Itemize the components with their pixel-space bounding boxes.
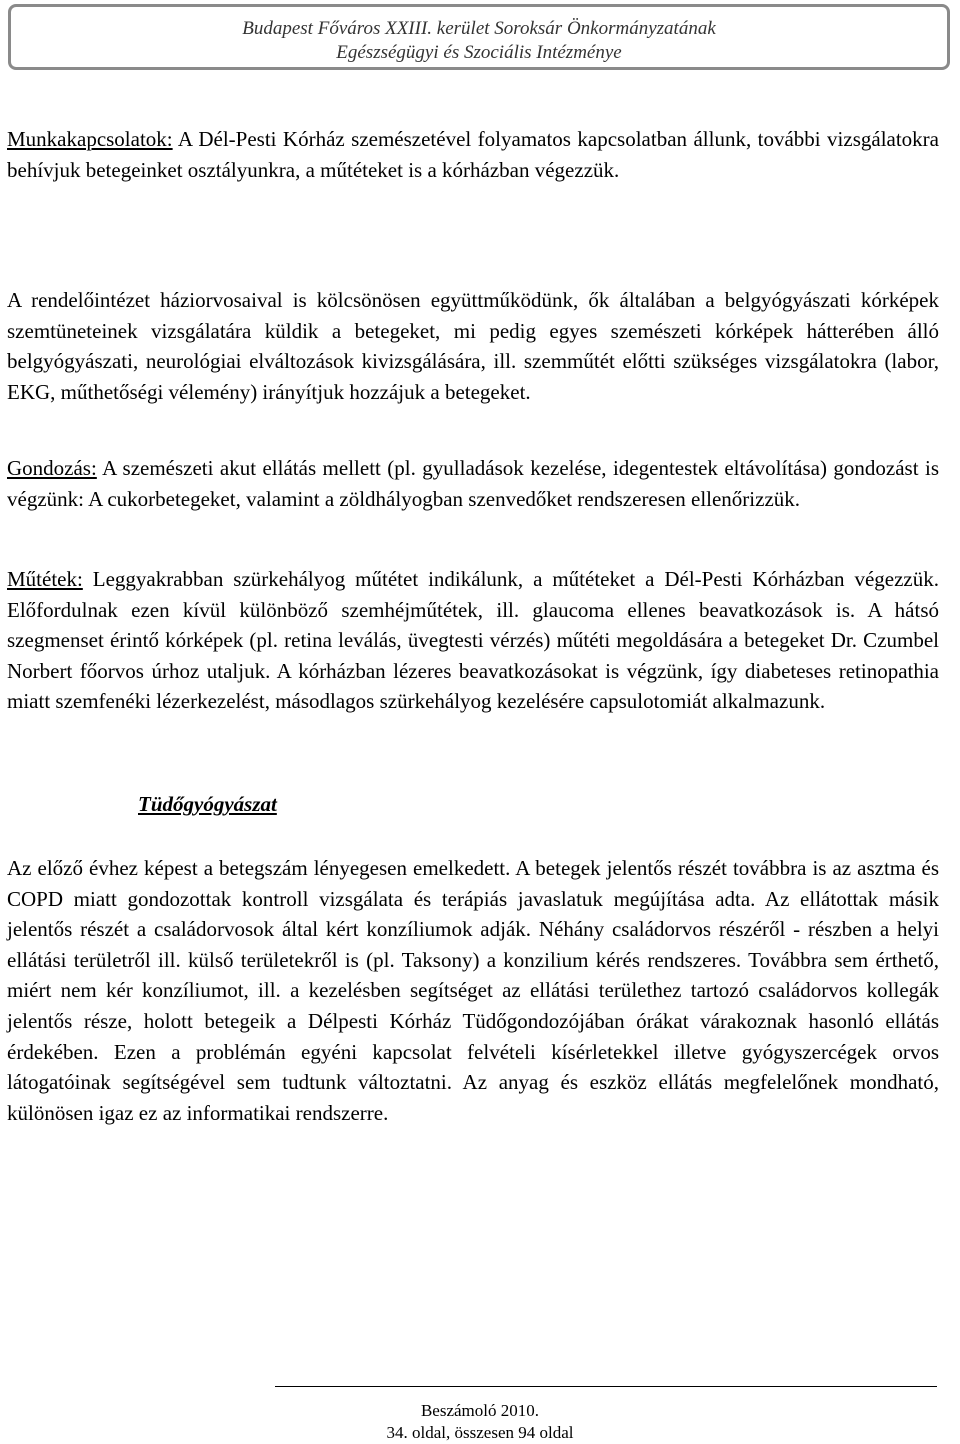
paragraph-mutetek bbox=[7, 564, 939, 717]
text-rendelointezet: A rendelőintézet háziorvosaival is kölcsönösen együttműködünk, ők általában a belgyógyászati kórképek szemtüneteinek vizsgálatára küldik a betegeket, mi pedig egyes szemészeti kórképek hátterében álló belgyógyászati, neurológiai elváltozások kivizsgálására, ill. szemműtét előtti szükséges vizsgálatokra (labor, EKG, műthetőségi vélemény) irányítjuk hozzájuk a betegeket. bbox=[7, 288, 939, 404]
paragraph-munkakapcsolatok bbox=[7, 124, 939, 185]
paragraph-tudogyogyaszat bbox=[7, 853, 939, 1128]
text-munkakapcsolatok: A Dél-Pesti Kórház szemészetével folyamatos kapcsolatban állunk, további vizsgálatokra behívjuk betegeinket osztályunkra, a műtéteket is a kórházban végezzük. bbox=[7, 127, 939, 182]
header-institution-line1: Budapest Főváros XXIII. kerület Soroksár Önkormányzatának bbox=[242, 18, 716, 39]
paragraph-rendelointezet bbox=[7, 285, 939, 407]
label-mutetek: Műtétek: bbox=[7, 567, 83, 591]
document-header bbox=[8, 4, 950, 70]
section-title-tudogyogyaszat: Tüdőgyógyászat bbox=[138, 792, 277, 816]
paragraph-gondozas bbox=[7, 453, 939, 514]
text-tudogyogyaszat: Az előző évhez képest a betegszám lényegesen emelkedett. A betegek jelentős részét továbbra is az asztma és COPD miatt gondozottak kontroll vizsgálata és terápiás javaslatuk megújítása adta. Az ellátottak másik jelentős részét a családorvosok által kért konzíliumok adják. Néhány családorvos részéről - részben a helyi ellátási területről ill. külső területekről is (pl. Taksony) a konzilium kérés rendszeres. Továbbra sem érthető, miért nem kér konzíliumot, ill. a kezelésben segítséget az ellátási területhez tartozó családorvos kollegák jelentős része, holott betegeik a Délpesti Kórház Tüdőgondozójában órákat várakoznak hasonló ellátás érdekében. Ezen a problémán egyéni kapcsolat felvételi kísérletekkel illetve gyógyszercégek orvos látogatóinak segítségével sem tudtunk változtatni. Az anyag és eszköz ellátás megfelelőnek mondható, különösen igaz ez az informatikai rendszerre. bbox=[7, 856, 939, 1125]
footer-page-number: 34. oldal, összesen 94 oldal bbox=[386, 1423, 574, 1442]
label-munkakapcsolatok: Munkakapcsolatok: bbox=[7, 127, 173, 151]
footer-report-title: Beszámoló 2010. bbox=[420, 1401, 540, 1420]
text-mutetek: Leggyakrabban szürkehályog műtétet indikálunk, a műtéteket a Dél-Pesti Kórházban végezzük. Előfordulnak ezen kívül különböző szemhéjműtétek, ill. glaucoma ellenes beavatkozások is. A hátsó szegmenset érintő kórképek (pl. retina leválás, üvegtesti vérzés) műtéti megoldására a betegeket Dr. Czumbel Norbert főorvos úrhoz utaljuk. A kórházban lézeres beavatkozásokat is végzünk, így diabeteses retinopathia miatt szemfenéki lézerkezelést, másodlagos szürkehályog kezelésére capsulotomiát alkalmazunk. bbox=[7, 567, 939, 714]
label-gondozas: Gondozás: bbox=[7, 456, 97, 480]
header-institution-line2: Egészségügyi és Szociális Intézménye bbox=[336, 42, 622, 63]
text-gondozas: A szemészeti akut ellátás mellett (pl. gyulladások kezelése, idegentestek eltávolítása) gondozást is végzünk: A cukorbetegeket, valamint a zöldhályogban szenvedőket rendszeresen ellenőrizzük. bbox=[7, 456, 939, 511]
footer-divider bbox=[275, 1386, 937, 1387]
